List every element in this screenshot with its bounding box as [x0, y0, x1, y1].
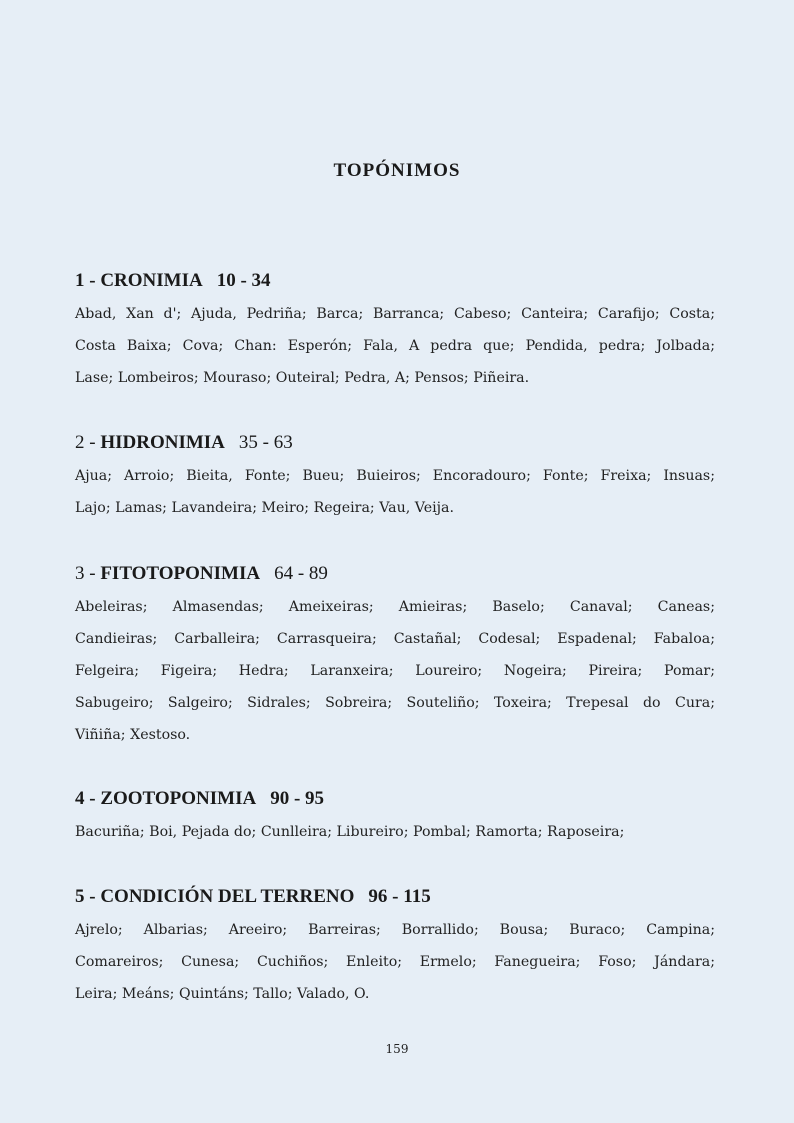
section-heading: [75, 788, 715, 810]
text-line: Felgeira; Figeira; Hedra; Laranxeira; Loureiro; Nogeira; Pireira; Pomar;: [75, 663, 715, 679]
section-range: 90 - 95: [270, 788, 325, 809]
section-zootoponimia: [75, 788, 715, 848]
section-body: [75, 816, 715, 848]
section-range: 64 - 89: [274, 563, 328, 584]
page-number: 159: [385, 1042, 409, 1056]
section-cronimia: [75, 270, 715, 394]
section-condicion-del-terreno: [75, 886, 715, 1010]
section-name: ZOOTOPONIMIA: [100, 788, 257, 809]
section-name: FITOTOPONIMIA: [100, 563, 261, 584]
section-range: 35 - 63: [238, 432, 293, 453]
text-line: Ajua; Arroio; Bieita, Fonte; Bueu; Buieiros; Encoradouro; Fonte; Freixa; Insuas;: [75, 468, 715, 484]
section-heading: [75, 270, 715, 292]
text-line: Leira; Meáns; Quintáns; Tallo; Valado, O.: [75, 986, 370, 1002]
section-number: 5 -: [75, 886, 101, 907]
section-range: 96 - 115: [368, 886, 431, 907]
section-fitotoponimia: [75, 563, 715, 751]
page-title: TOPÓNIMOS: [333, 160, 461, 181]
text-line: Comareiros; Cunesa; Cuchiños; Enleito; Ermelo; Fanegueira; Foso; Jándara;: [75, 954, 715, 970]
text-line: Candieiras; Carballeira; Carrasqueira; Castañal; Codesal; Espadenal; Fabaloa;: [75, 631, 715, 647]
section-name: CRONIMIA: [100, 270, 203, 291]
text-line: Lase; Lombeiros; Mouraso; Outeiral; Pedra, A; Pensos; Piñeira.: [75, 370, 530, 386]
section-body: [75, 298, 715, 394]
section-number: 2 -: [75, 432, 101, 453]
text-line: Abad, Xan d'; Ajuda, Pedriña; Barca; Barranca; Cabeso; Canteira; Carafijo; Costa;: [75, 306, 715, 322]
text-line: Ajrelo; Albarias; Areeiro; Barreiras; Borrallido; Bousa; Buraco; Campina;: [75, 922, 715, 938]
text-line: Costa Baixa; Cova; Chan: Esperón; Fala, A pedra que; Pendida, pedra; Jolbada;: [75, 338, 715, 354]
text-line: Lajo; Lamas; Lavandeira; Meiro; Regeira; Vau, Veija.: [75, 500, 455, 516]
section-number: 4 -: [75, 788, 101, 809]
text-line: Bacuriña; Boi, Pejada do; Cunlleira; Libureiro; Pombal; Ramorta; Raposeira;: [75, 824, 625, 840]
section-body: [75, 914, 715, 1010]
section-number: 3 -: [75, 563, 101, 584]
section-range: 10 - 34: [216, 270, 271, 291]
section-heading: [75, 886, 715, 908]
text-line: Viñiña; Xestoso.: [75, 727, 191, 743]
section-heading: [75, 563, 715, 585]
section-number: 1 -: [75, 270, 101, 291]
section-name: HIDRONIMIA: [100, 432, 225, 453]
section-name: CONDICIÓN DEL TERRENO: [100, 886, 355, 907]
text-line: Sabugeiro; Salgeiro; Sidrales; Sobreira; Souteliño; Toxeira; Trepesal do Cura;: [75, 695, 715, 711]
section-heading: [75, 432, 715, 454]
text-line: Abeleiras; Almasendas; Ameixeiras; Amieiras; Baselo; Canaval; Caneas;: [75, 599, 715, 615]
section-body: [75, 591, 715, 751]
section-body: [75, 460, 715, 524]
section-hidronimia: [75, 432, 715, 524]
